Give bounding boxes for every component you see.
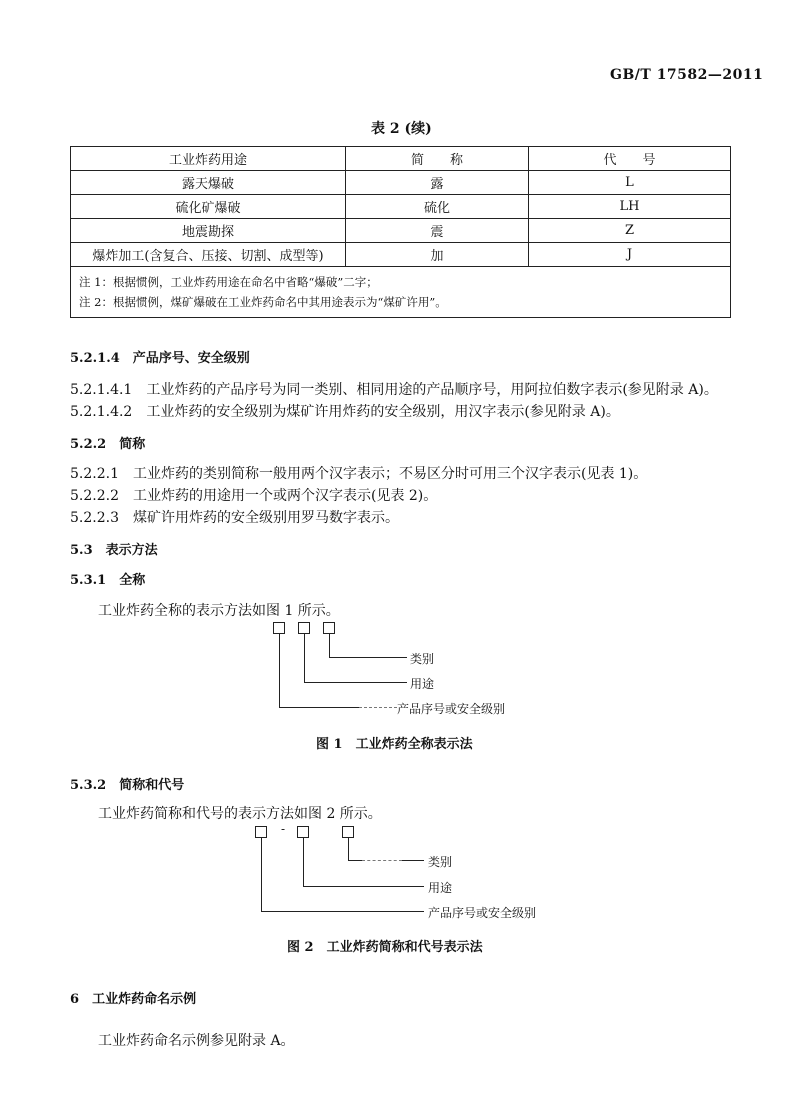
section-title: 简称 <box>119 437 146 452</box>
table-note: 注 1：根据惯例，工业炸药用途在命名中省略“爆破”二字； <box>79 275 378 289</box>
placeholder-box <box>323 622 335 634</box>
paragraph <box>70 379 718 399</box>
figure-label: 产品序号或安全级别 <box>428 906 537 920</box>
figure-label: 用途 <box>428 881 453 895</box>
section-number: 6 <box>70 992 80 1007</box>
paragraph: 工业炸药简称和代号的表示方法如图 2 所示。 <box>98 806 382 822</box>
table-row <box>71 195 731 219</box>
section-heading <box>70 539 158 558</box>
table-row <box>71 219 731 243</box>
connector-line <box>304 682 407 683</box>
section-number: 5.3 <box>70 543 93 558</box>
section-heading <box>70 347 250 366</box>
placeholder-box <box>273 622 285 634</box>
table-cell: 硫化 <box>346 195 529 219</box>
table-caption: 表 2 (续) <box>371 121 432 137</box>
table-2 <box>70 146 731 318</box>
connector-line <box>329 634 330 657</box>
placeholder-box <box>297 826 309 838</box>
section-heading <box>70 569 145 588</box>
clause-number: 5.2.1.4.1 <box>70 382 133 398</box>
clause-text: 煤矿许用炸药的安全级别用罗马数字表示。 <box>132 510 399 526</box>
section-title: 表示方法 <box>105 543 158 558</box>
paragraph <box>70 485 437 505</box>
placeholder-box <box>298 622 310 634</box>
table-header-cell: 简 称 <box>346 147 529 171</box>
standard-code: GB/T 17582—2011 <box>610 67 764 83</box>
table-cell: LH <box>529 195 731 219</box>
table-cell: 露天爆破 <box>71 171 346 195</box>
table-cell: 爆炸加工(含复合、压接、切割、成型等) <box>71 243 346 267</box>
connector-line <box>261 911 424 912</box>
connector-line <box>304 634 305 682</box>
clause-text: 工业炸药的安全级别为煤矿许用炸药的安全级别，用汉字表示(参见附录 A)。 <box>146 404 620 420</box>
placeholder-box <box>255 826 267 838</box>
table-cell: 硫化矿爆破 <box>71 195 346 219</box>
paragraph <box>70 463 647 483</box>
table-row <box>71 171 731 195</box>
section-number: 5.2.1.4 <box>70 351 120 366</box>
connector-line <box>348 838 349 860</box>
section-title: 简称和代号 <box>119 778 185 793</box>
connector-line <box>359 707 397 708</box>
clause-text: 工业炸药的用途用一个或两个汉字表示(见表 2)。 <box>132 488 438 504</box>
connector-line <box>303 886 424 887</box>
connector-line <box>279 634 280 707</box>
table-note: 注 2：根据惯例，煤矿爆破在工业炸药命名中其用途表示为“煤矿许用”。 <box>79 295 447 309</box>
connector-line <box>261 838 262 911</box>
table-cell: 地震勘探 <box>71 219 346 243</box>
section-title: 产品序号、安全级别 <box>132 351 250 366</box>
table-cell: L <box>529 171 731 195</box>
table-row <box>71 243 731 267</box>
figure-label: 类别 <box>428 855 453 869</box>
clause-text: 工业炸药的类别简称一般用两个汉字表示；不易区分时可用三个汉字表示(见表 1)。 <box>132 466 648 482</box>
table-header-cell: 代 号 <box>529 147 731 171</box>
section-heading <box>70 433 145 452</box>
connector-line <box>329 657 407 658</box>
section-title: 工业炸药命名示例 <box>92 992 197 1007</box>
paragraph: 工业炸药命名示例参见附录 A。 <box>98 1033 295 1049</box>
clause-number: 5.2.2.2 <box>70 488 119 504</box>
table-cell: 加 <box>346 243 529 267</box>
section-heading <box>70 988 196 1007</box>
connector-line <box>279 707 359 708</box>
clause-number: 5.2.1.4.2 <box>70 404 133 420</box>
table-notes <box>71 267 731 318</box>
figure-label: 类别 <box>410 652 435 666</box>
section-number: 5.3.1 <box>70 573 107 588</box>
connector-line <box>362 860 402 861</box>
separator-dash: - <box>281 822 286 836</box>
connector-line <box>402 860 424 861</box>
paragraph <box>70 507 399 527</box>
table-notes-row <box>71 267 731 318</box>
figure-caption: 图 1 工业炸药全称表示法 <box>316 737 473 752</box>
table-cell: 震 <box>346 219 529 243</box>
paragraph <box>70 401 620 421</box>
paragraph: 工业炸药全称的表示方法如图 1 所示。 <box>98 603 340 619</box>
figure-label: 产品序号或安全级别 <box>397 702 506 716</box>
placeholder-box <box>342 826 354 838</box>
figure-caption: 图 2 工业炸药简称和代号表示法 <box>287 940 483 955</box>
table-header-row <box>71 147 731 171</box>
connector-line <box>303 838 304 886</box>
clause-number: 5.2.2.1 <box>70 466 119 482</box>
section-title: 全称 <box>119 573 146 588</box>
section-number: 5.3.2 <box>70 778 107 793</box>
figure-label: 用途 <box>410 677 435 691</box>
connector-line <box>348 860 362 861</box>
table-header-cell: 工业炸药用途 <box>71 147 346 171</box>
clause-number: 5.2.2.3 <box>70 510 119 526</box>
table-cell: 露 <box>346 171 529 195</box>
section-heading <box>70 774 184 793</box>
clause-text: 工业炸药的产品序号为同一类别、相同用途的产品顺序号，用阿拉伯数字表示(参见附录 A)。 <box>146 382 718 398</box>
table-cell: Z <box>529 219 731 243</box>
table-cell: J <box>529 243 731 267</box>
section-number: 5.2.2 <box>70 437 107 452</box>
